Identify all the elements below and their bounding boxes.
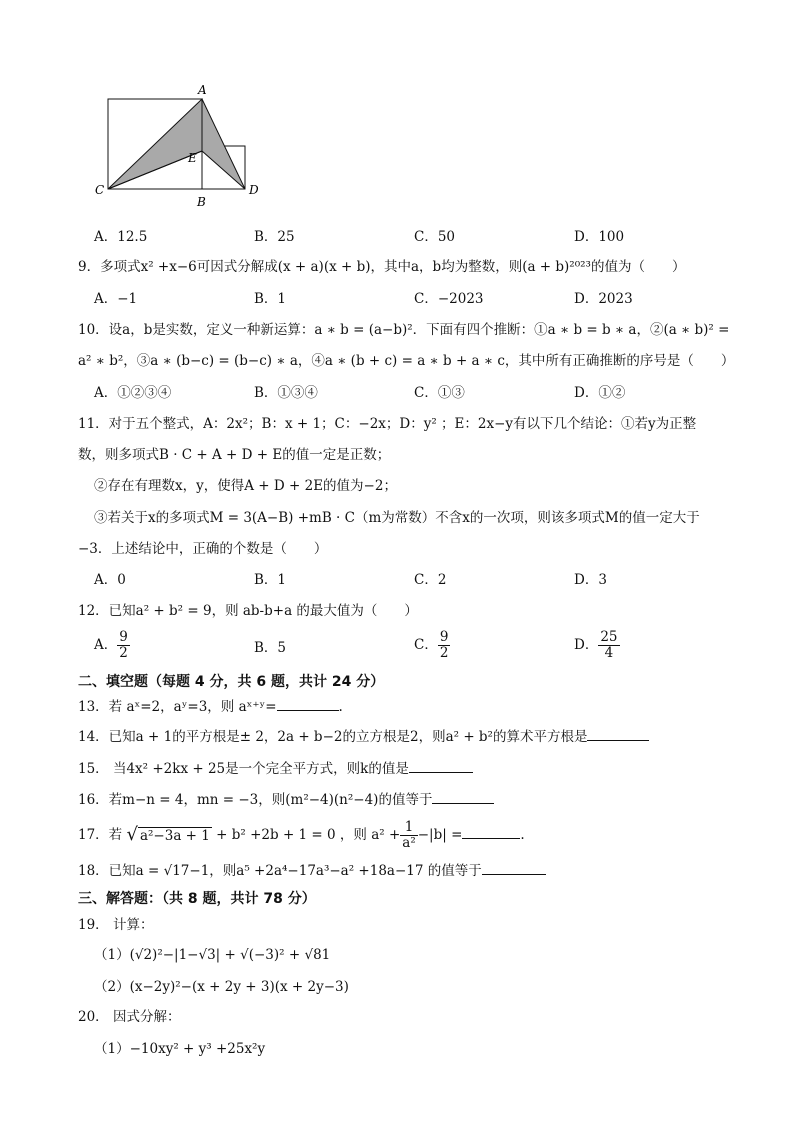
fraction-numerator: 9 (439, 629, 449, 645)
q9-text: 9．多项式x² +x−6可因式分解成(x + a)(x + b)，其中a，b均为整数，则(a + b)²⁰²³的值为（ ） (78, 259, 686, 275)
q10-line1: 10．设a，b是实数，定义一种新运算：a ∗ b = (a−b)²．下面有四个推断：①a ∗ b = b ∗ a，②(a ∗ b)² = (78, 322, 730, 338)
q17-prefix: 17．若 (78, 827, 123, 843)
q16-stem: 16．若m−n = 4，mn = −3，则(m²−4)(n²−4)的值等于 (78, 792, 433, 808)
fraction-numerator: 9 (119, 629, 128, 645)
q10-option-b[interactable]: B．①③④ (254, 385, 318, 401)
q12-option-a[interactable] (94, 630, 254, 666)
label-a: A (198, 83, 207, 97)
q12-option-d-prefix: D． (574, 637, 599, 653)
q10-options (94, 384, 734, 402)
q11-options (94, 571, 734, 589)
q16-text (78, 791, 494, 809)
section-3-heading: 三、解答题：（共 8 题，共计 78 分） (78, 891, 316, 907)
q17-text (78, 818, 525, 853)
shaded-triangle-right (202, 99, 245, 189)
q17-period: . (520, 827, 525, 843)
q8-option-a[interactable]: A．12.5 (94, 229, 148, 245)
sqrt-symbol-icon: √ (126, 824, 138, 845)
q20-part1: （1）−10xy² + y³ +25x²y (94, 1041, 266, 1057)
q10-option-c[interactable]: C．①③ (414, 385, 465, 401)
q12-option-a-fraction (117, 630, 130, 661)
fraction-denominator: 2 (439, 645, 449, 661)
q14-answer-blank[interactable] (587, 728, 649, 741)
q15-answer-blank[interactable] (409, 760, 473, 773)
q8-option-d[interactable]: D．100 (574, 229, 625, 245)
q12-option-c[interactable] (414, 630, 574, 666)
section-2-heading: 二、填空题（每题 4 分，共 6 题，共计 24 分） (78, 674, 385, 690)
q11-line1: 11．对于五个整式，A：2x²；B：x + 1；C：−2x；D：y² ；E：2x−y有以下几个结论：①若y为正整 (78, 416, 697, 432)
q10-option-d[interactable]: D．①② (574, 385, 626, 401)
q18-text (78, 862, 546, 880)
q12-option-a-prefix: A． (94, 637, 118, 653)
q11-line5: −3．上述结论中，正确的个数是（ ） (78, 541, 328, 557)
q17-fraction (400, 820, 417, 851)
q11-line3: ②存在有理数x，y，使得A + D + 2E的值为−2； (94, 478, 397, 494)
q11-option-a[interactable]: A．0 (94, 572, 126, 588)
q11-option-c[interactable]: C．2 (414, 572, 447, 588)
q12-option-d-fraction (598, 630, 619, 661)
q13-text (78, 698, 343, 716)
q8-options (94, 228, 734, 246)
label-b: B (197, 195, 206, 209)
q18-answer-blank[interactable] (482, 862, 546, 875)
fraction-numerator: 1 (400, 820, 417, 836)
q12-option-c-fraction (438, 630, 451, 661)
label-c: C (95, 183, 105, 197)
q11-line4: ③若关于x的多项式M = 3(A−B) +mB · C（m为常数）不含x的一次项，则该多项式M的值一定大于 (94, 510, 700, 526)
q8-option-b[interactable]: B．25 (254, 229, 295, 245)
q12-text: 12．已知a² + b² = 9，则 ab-b+a 的最大值为（ ） (78, 603, 418, 619)
q20-title: 20． 因式分解： (78, 1009, 181, 1025)
q15-text (78, 760, 473, 778)
q19-title: 19． 计算： (78, 917, 154, 933)
q9-option-b[interactable]: B．1 (254, 291, 287, 307)
q10-option-a[interactable]: A．①②③④ (94, 385, 172, 401)
q12-options (94, 630, 734, 666)
q16-answer-blank[interactable] (432, 791, 494, 804)
q19-part2: （2）(x−2y)²−(x + 2y + 3)(x + 2y−3) (94, 979, 349, 995)
fraction-denominator: 2 (119, 645, 128, 661)
q12-option-d[interactable] (574, 630, 734, 666)
q13-answer-blank[interactable] (277, 698, 339, 711)
q13-stem: 13．若 aˣ=2，aʸ=3，则 aˣ⁺ʸ= (78, 699, 277, 715)
q9-options (94, 290, 734, 308)
q13-period: . (338, 699, 343, 715)
label-e: E (188, 151, 197, 165)
fraction-denominator: a² (402, 835, 416, 851)
q15-stem: 15． 当4x² +2kx + 25是一个完全平方式，则k的值是 (78, 761, 409, 777)
q11-line2: 数，则多项式B · C + A + D + E的值一定是正数； (78, 447, 391, 463)
q17-middle: + b² +2b + 1 = 0 ，则 a² + (211, 827, 401, 843)
q19-part1: （1）(√2)²−|1−√3| + √(−3)² + √81 (94, 947, 331, 963)
q12-option-b[interactable]: B．5 (254, 640, 287, 656)
q12-option-c-prefix: C． (414, 637, 438, 653)
geometry-figure (92, 80, 282, 215)
q11-option-d[interactable]: D．3 (574, 572, 607, 588)
fraction-numerator: 25 (600, 629, 618, 645)
q14-text (78, 728, 649, 746)
q14-stem: 14．已知a + 1的平方根是± 2，2a + b−2的立方根是2，则a² + b²的算术平方根是 (78, 729, 588, 745)
q18-stem: 18．已知a = √17−1，则a⁵ +2a⁴−17a³−a² +18a−17 的值等于 (78, 863, 482, 879)
shaded-triangle-left (108, 99, 202, 189)
q17-suffix: −|b| = (417, 827, 463, 843)
q8-option-c[interactable]: C．50 (414, 229, 456, 245)
q9-option-d[interactable]: D．2023 (574, 291, 633, 307)
q10-line2: a² ∗ b²，③a ∗ (b−c) = (b−c) ∗ a，④a ∗ (b + c) = a ∗ b + a ∗ c，其中所有正确推断的序号是（ ） (78, 353, 735, 369)
fraction-denominator: 4 (604, 645, 614, 661)
q17-sqrt-content: a²−3a + 1 (139, 828, 210, 844)
q17-sqrt (126, 818, 211, 853)
q9-option-a[interactable]: A．−1 (94, 291, 138, 307)
q9-option-c[interactable]: C．−2023 (414, 291, 484, 307)
q17-answer-blank[interactable] (462, 826, 520, 839)
q11-option-b[interactable]: B．1 (254, 572, 287, 588)
label-d: D (249, 183, 259, 197)
